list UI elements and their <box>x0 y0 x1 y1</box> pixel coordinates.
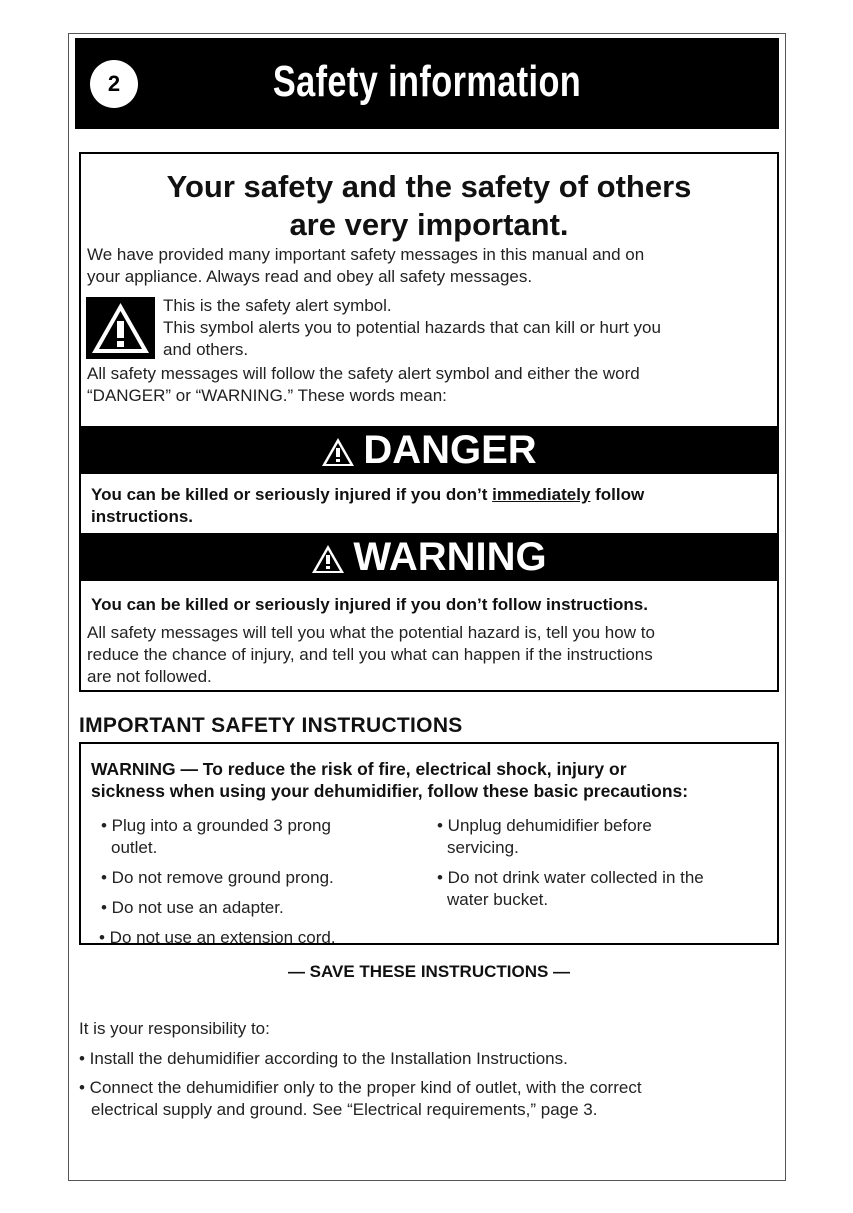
important-instructions-box <box>79 742 779 945</box>
responsibility-item-connect <box>79 1077 642 1121</box>
warning-text: You can be killed or seriously injured if you don’t follow instructions. <box>91 595 648 614</box>
safety-heading-line2: are very important. <box>289 207 569 242</box>
follow-line2: “DANGER” or “WARNING.” These words mean: <box>87 386 447 405</box>
precaution-heading-line1: WARNING — To reduce the risk of fire, electrical shock, injury or <box>91 759 627 779</box>
bullet-line: outlet. <box>111 838 158 857</box>
follow-line1: All safety messages will follow the safety alert symbol and either the word <box>87 364 640 383</box>
danger-alert-icon <box>321 430 355 478</box>
closing-line1: All safety messages will tell you what the potential hazard is, tell you how to <box>87 623 655 642</box>
closing-line3: are not followed. <box>87 667 212 686</box>
symbol-description <box>163 295 661 361</box>
danger-text <box>91 484 767 528</box>
section-number-badge: 2 <box>90 60 138 108</box>
symbol-line1: This is the safety alert symbol. <box>163 296 392 315</box>
precaution-heading <box>91 758 781 802</box>
closing-line2: reduce the chance of injury, and tell you what can happen if the instructions <box>87 645 653 664</box>
intro-line1: We have provided many important safety messages in this manual and on <box>87 245 645 264</box>
safety-alert-symbol-icon <box>86 297 155 359</box>
bullet-adapter: • Do not use an adapter. <box>101 898 284 917</box>
intro-line2: your appliance. Always read and obey all safety messages. <box>87 267 533 286</box>
warning-banner <box>81 533 777 581</box>
save-instructions-line: — SAVE THESE INSTRUCTIONS — <box>287 962 571 981</box>
responsibility-item-connect-line1: • Connect the dehumidifier only to the proper kind of outlet, with the correct <box>79 1078 642 1097</box>
warning-alert-icon <box>311 537 345 585</box>
closing-paragraph <box>87 622 655 688</box>
danger-text-underlined: immediately <box>492 485 591 504</box>
warning-label: WARNING <box>353 535 547 579</box>
bullet-plug-grounded <box>101 815 331 859</box>
bullet-unplug <box>437 815 652 859</box>
danger-text-line2: instructions. <box>91 507 194 526</box>
danger-banner <box>81 426 777 474</box>
danger-text-before: You can be killed or seriously injured if you don’t <box>91 485 493 504</box>
bullet-ground-prong: • Do not remove ground prong. <box>101 868 334 887</box>
safety-intro-box <box>79 152 779 692</box>
important-instructions-title: IMPORTANT SAFETY INSTRUCTIONS <box>79 714 463 737</box>
bullet-line: servicing. <box>447 838 519 857</box>
follow-paragraph <box>87 363 640 407</box>
danger-text-line1 <box>91 484 767 506</box>
danger-label: DANGER <box>363 428 537 472</box>
responsibility-item-install: • Install the dehumidifier according to the Installation Instructions. <box>79 1049 568 1068</box>
bullet-line: water bucket. <box>447 890 549 909</box>
responsibility-intro: It is your responsibility to: <box>79 1019 270 1038</box>
bullet-line: • Do not drink water collected in the <box>437 868 704 887</box>
responsibility-item-connect-line2: electrical supply and ground. See “Electrical requirements,” page 3. <box>91 1100 598 1119</box>
bullet-line: • Plug into a grounded 3 prong <box>101 816 331 835</box>
bullet-drink-water <box>437 867 704 911</box>
symbol-line3: and others. <box>163 340 249 359</box>
section-title: Safety information <box>272 57 582 106</box>
safety-heading <box>81 168 777 244</box>
precaution-heading-line2: sickness when using your dehumidifier, follow these basic precautions: <box>91 781 689 801</box>
intro-paragraph <box>87 244 644 288</box>
bullet-extension-cord: • Do not use an extension cord. <box>99 928 336 947</box>
bullet-line: • Unplug dehumidifier before <box>437 816 652 835</box>
danger-text-after: follow <box>590 485 645 504</box>
section-header <box>75 38 779 129</box>
symbol-line2: This symbol alerts you to potential hazards that can kill or hurt you <box>163 318 661 337</box>
safety-heading-line1: Your safety and the safety of others <box>166 169 692 204</box>
